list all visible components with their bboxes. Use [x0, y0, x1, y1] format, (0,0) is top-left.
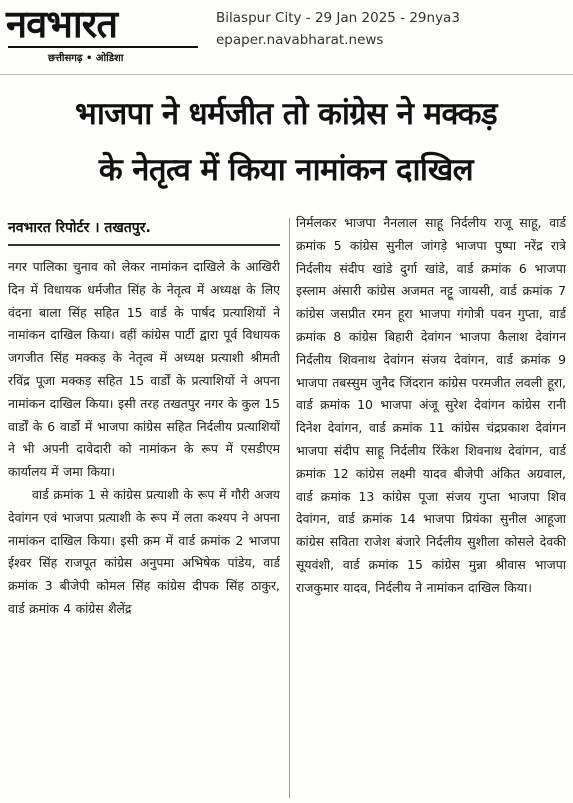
article-byline: नवभारत रिपोर्टर । तखतपुर.	[8, 220, 151, 236]
paragraph-3: निर्मलकर भाजपा नैनलाल साहू निर्दलीय राजू साहू, वार्ड क्रमांक 5 कांग्रेस सुनील जांगड़े भाजपा पुष्पा नरेंद्र रात्रे निर्दलीय संदीप खांडे दुर्गा खांडे, वार्ड क्रमांक 6 भाजपा इस्लाम अंसारी कांग्रेस अजमत नट्टू जायसी, वार्ड क्रमांक 7 कांग्रेस जसप्रीत रमन हूरा भाजपा गंगोत्री पवन गुप्ता, वार्ड क्रमांक 8 कांग्रेस बिहारी देवांगन भाजपा कैलाश देवांगन निर्दलीय शिवनाथ देवांगन संजय देवांगन, वार्ड क्रमांक 9 भाजपा तबस्सुम जुनैद जिंदरान कांग्रेस परमजीत लवली हूरा, वार्ड क्रमांक 10 भाजपा अंजू सुरेश देवांगन कांग्रेस रानी दिनेश देवांगन, वार्ड क्रमांक 11 कांग्रेस चंद्रप्रकाश देवांगन भाजपा संदीप साहू निर्दलीय रिंकेश शिवनाथ देवांगन, वार्ड क्रमांक 12 कांग्रेस लक्ष्मी यादव बीजेपी अंकित अग्रवाल, वार्ड क्रमांक 13 कांग्रेस पूजा संजय गुप्ता भाजपा शिव देवांगन, वार्ड क्रमांक 14 भाजपा प्रियंका सुनील आहूजा कांग्रेस सविता राजेश बंजारे निर्दलीय सुशीला कोसले देवकी सूयवंशी, वार्ड क्रमांक 15 कांग्रेस मुन्ना श्रीवास भाजपा राजकुमार यादव, निर्दलीय ने नामांकन दाखिल किया।	[296, 215, 566, 595]
logo-text: नवभारत	[6, 2, 117, 46]
article-column-right	[296, 212, 566, 800]
newspaper-logo	[2, 2, 207, 64]
masthead	[0, 0, 573, 68]
logo-subtitle: छत्तीसगढ़ • ओडिशा	[48, 53, 124, 64]
article-headline	[8, 86, 564, 198]
article-column-left	[8, 256, 280, 796]
logo-underline	[8, 46, 198, 48]
headline-line-1: भाजपा ने धर्मजीत तो कांग्रेस ने मक्कड़	[75, 96, 497, 132]
column-divider	[289, 218, 290, 798]
paragraph-1: नगर पालिका चुनाव को लेकर नामांकन दाखिले के आखिरी दिन में विधायक धर्मजीत सिंह के नेतृत्व में अध्यक्ष के लिए वंदना बाला सिंह सहित 15 वार्ड के पार्षद प्रत्याशियों ने नामांकन दाखिल किया। वहीं कांग्रेस पार्टी द्वारा पूर्व विधायक जगजीत सिंह मक्कड़ के नेतृत्व में अध्यक्ष प्रत्याशी श्रीमती रविंद्र पूजा मक्कड़ सहित 15 वार्डों के प्रत्याशियों ने अपना नामांकन दाखिल किया। इसी तरह तखतपुर नगर के कुल 15 वार्डों के 6 वार्डो में भाजपा कांग्रेस सहित निर्दलीय प्रत्याशियों ने भी अपनी दावेदारी को नामांकन के रूप में एसडीएम कार्यालय में जमा किया।	[8, 259, 280, 480]
header-divider	[0, 74, 573, 75]
edition-info: Bilaspur City - 29 Jan 2025 - 29nya3	[216, 10, 460, 26]
source-url: epaper.navabharat.news	[216, 32, 384, 48]
headline-line-2: के नेतृत्व में किया नामांकन दाखिल	[98, 152, 474, 188]
byline-divider	[8, 244, 280, 246]
paragraph-2: वार्ड क्रमांक 1 से कांग्रेस प्रत्याशी के रूप में गौरी अजय देवांगन एवं भाजपा प्रत्याशी के रूप में लता कश्यप ने अपना नामांकन दाखिल किया। इसी क्रम में वार्ड क्रमांक 2 भाजपा ईश्वर सिंह राजपूत कांग्रेस अनुपमा अभिषेक पांडेय, वार्ड क्रमांक 3 बीजेपी कोमल सिंह कांग्रेस दीपक सिंह ठाकुर, वार्ड क्रमांक 4 कांग्रेस शैलेंद्र	[8, 486, 280, 616]
